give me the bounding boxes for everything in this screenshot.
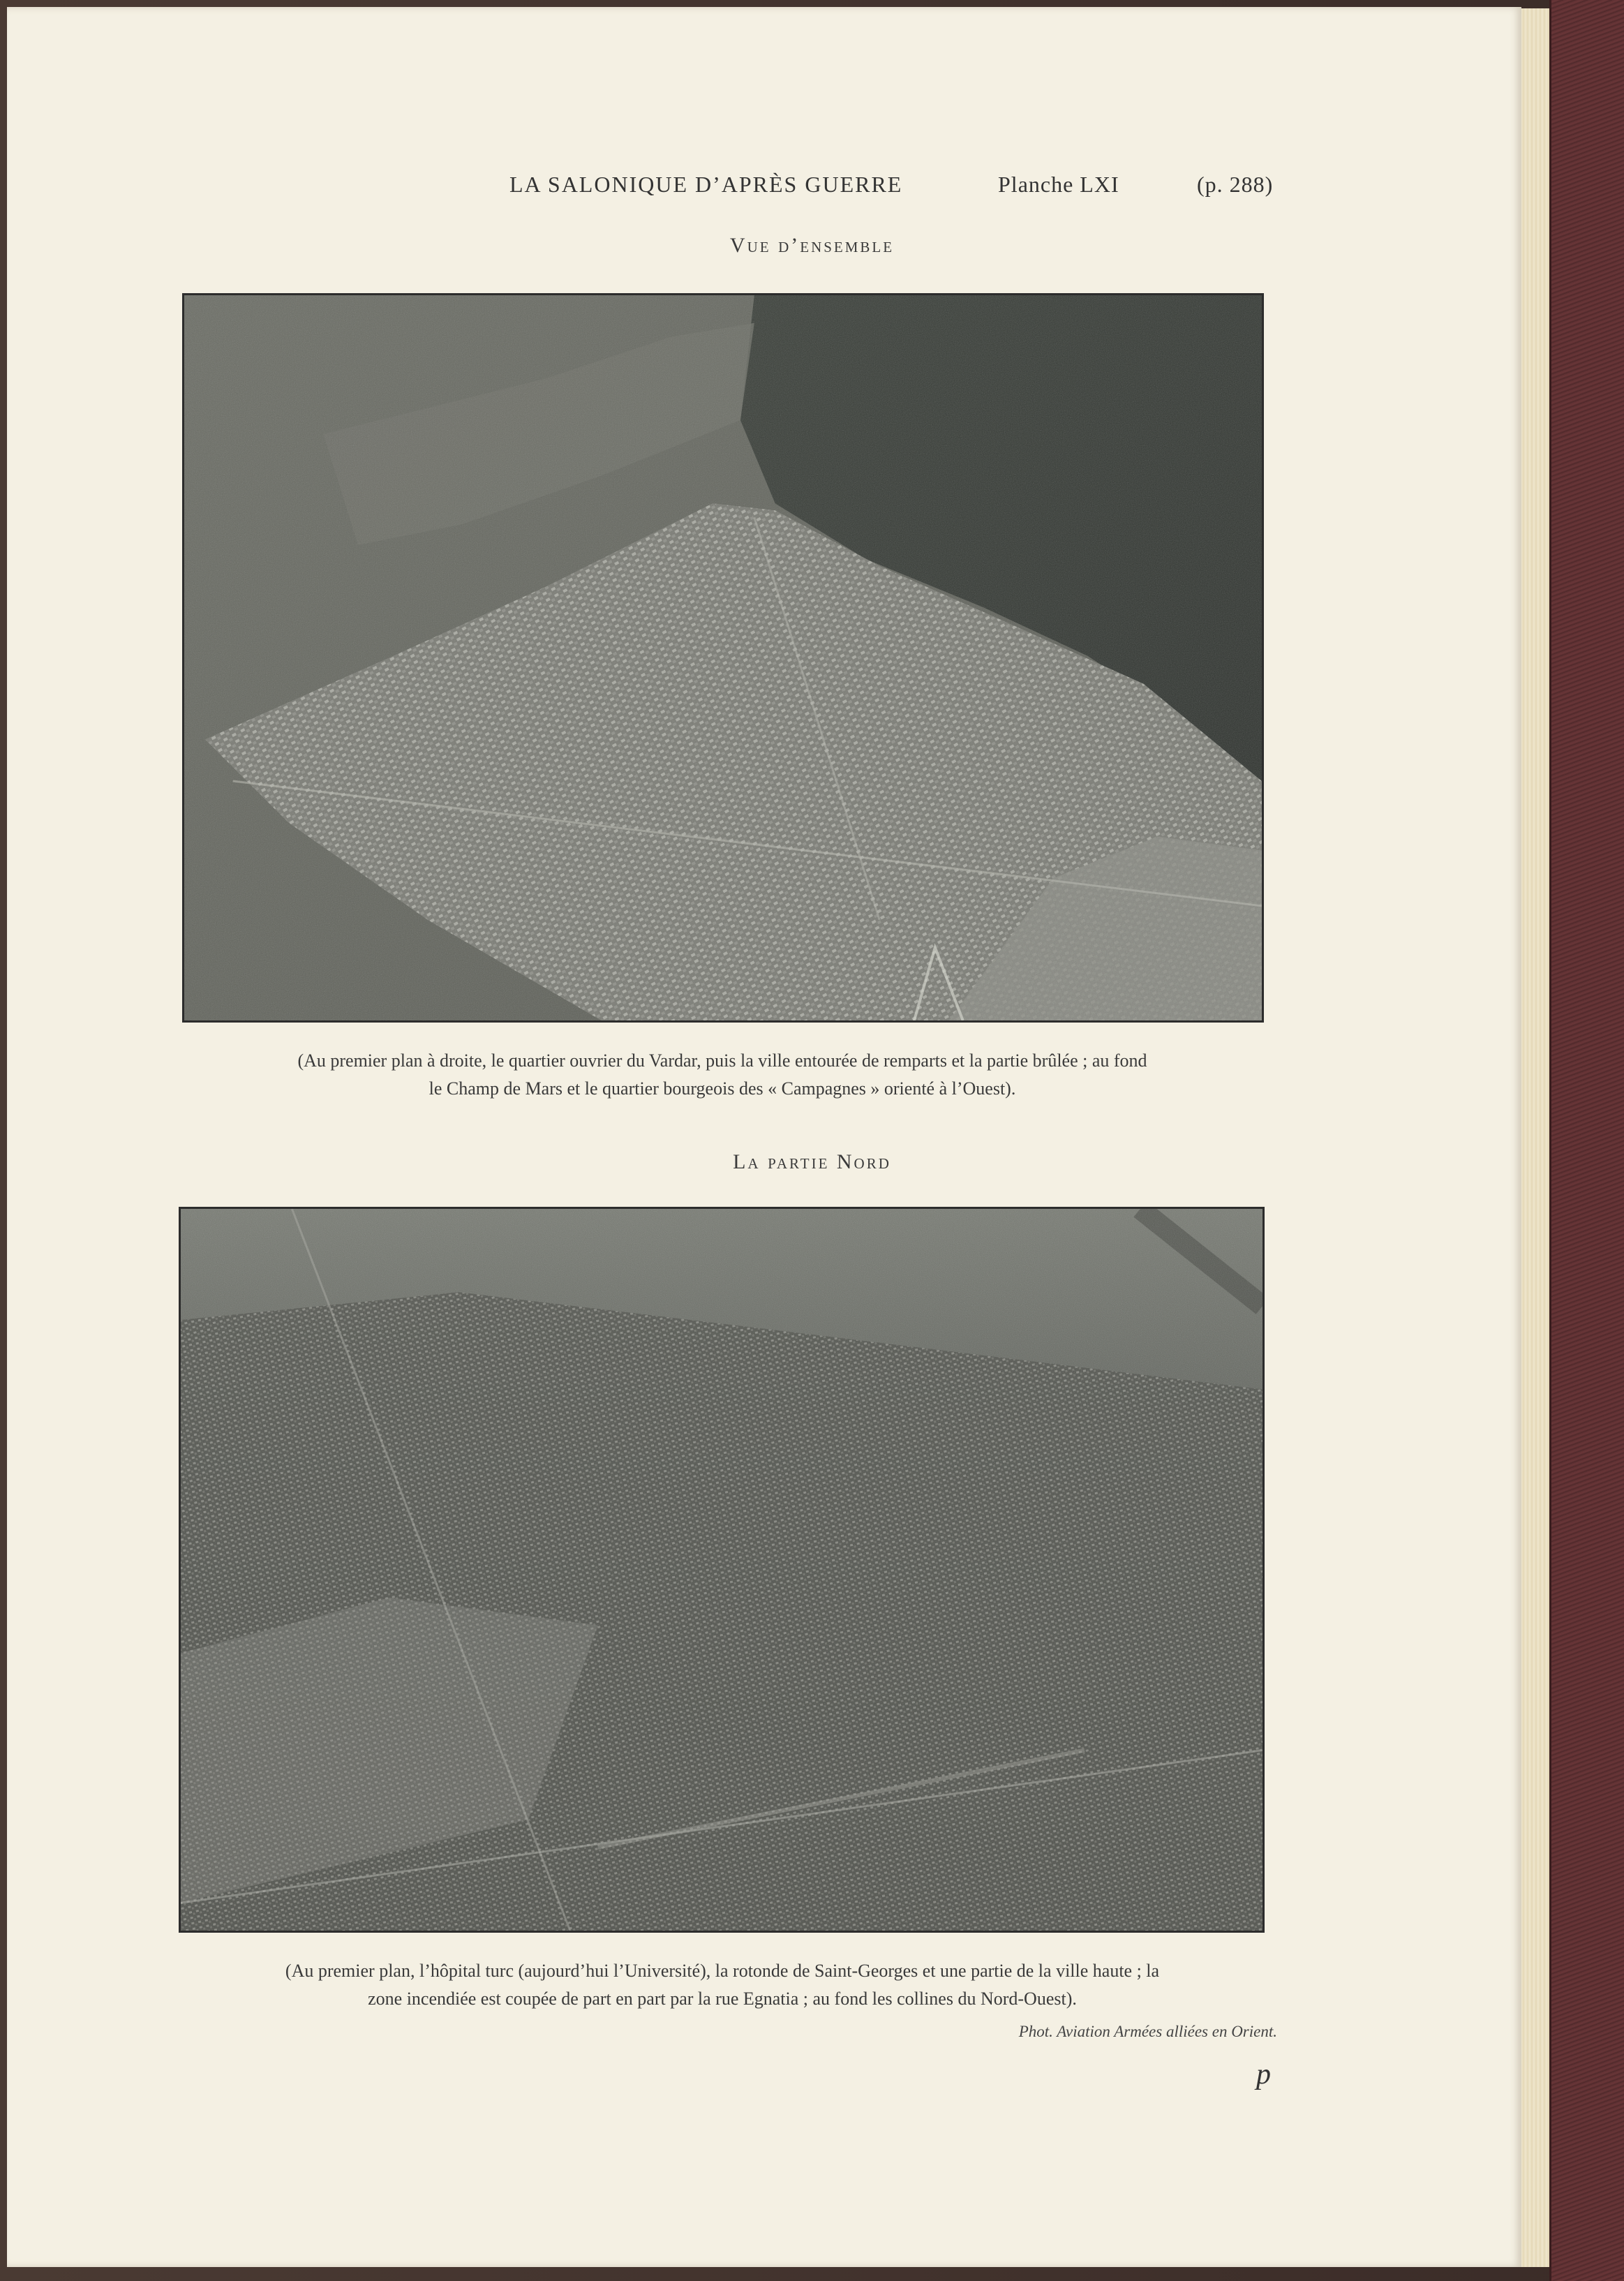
section-heading-overview: Vue d’ensemble [729,234,895,257]
plate-number: Planche LXI [998,172,1119,197]
running-head [509,172,1277,200]
caption-north-line-1: (Au premier plan, l’hôpital turc (aujourd’hui l’Université), la rotonde de Saint-Georges et une partie de la ville haute ; la [285,1961,1160,1981]
photo-credit: Phot. Aviation Armées alliées en Orient. [1018,2023,1277,2040]
page-edges [1521,8,1551,2267]
page-reference: (p. 288) [1197,172,1274,197]
aerial-photo-overview [182,293,1264,1023]
aerial-photo-overview-image [184,295,1262,1020]
section-heading-north: La partie Nord [733,1150,891,1173]
signature-mark: p [1256,2058,1271,2090]
aerial-photo-north [179,1207,1265,1933]
caption-overview-line-2: le Champ de Mars et le quartier bourgeois des « Campagnes » orienté à l’Ouest). [429,1078,1016,1099]
caption-overview-line-1: (Au premier plan à droite, le quartier ouvrier du Vardar, puis la ville entourée de remparts et la partie brûlée ; au fond [297,1050,1147,1071]
caption-overview [178,1047,1267,1103]
aerial-photo-north-image [181,1209,1262,1931]
book-cover-spine [1549,0,1624,2281]
caption-north [178,1957,1267,2013]
caption-north-line-2: zone incendiée est coupée de part en part par la rue Egnatia ; au fond les collines du Nord-Ouest). [368,1989,1077,2009]
running-head-title: LA SALONIQUE D’APRÈS GUERRE [509,172,903,197]
